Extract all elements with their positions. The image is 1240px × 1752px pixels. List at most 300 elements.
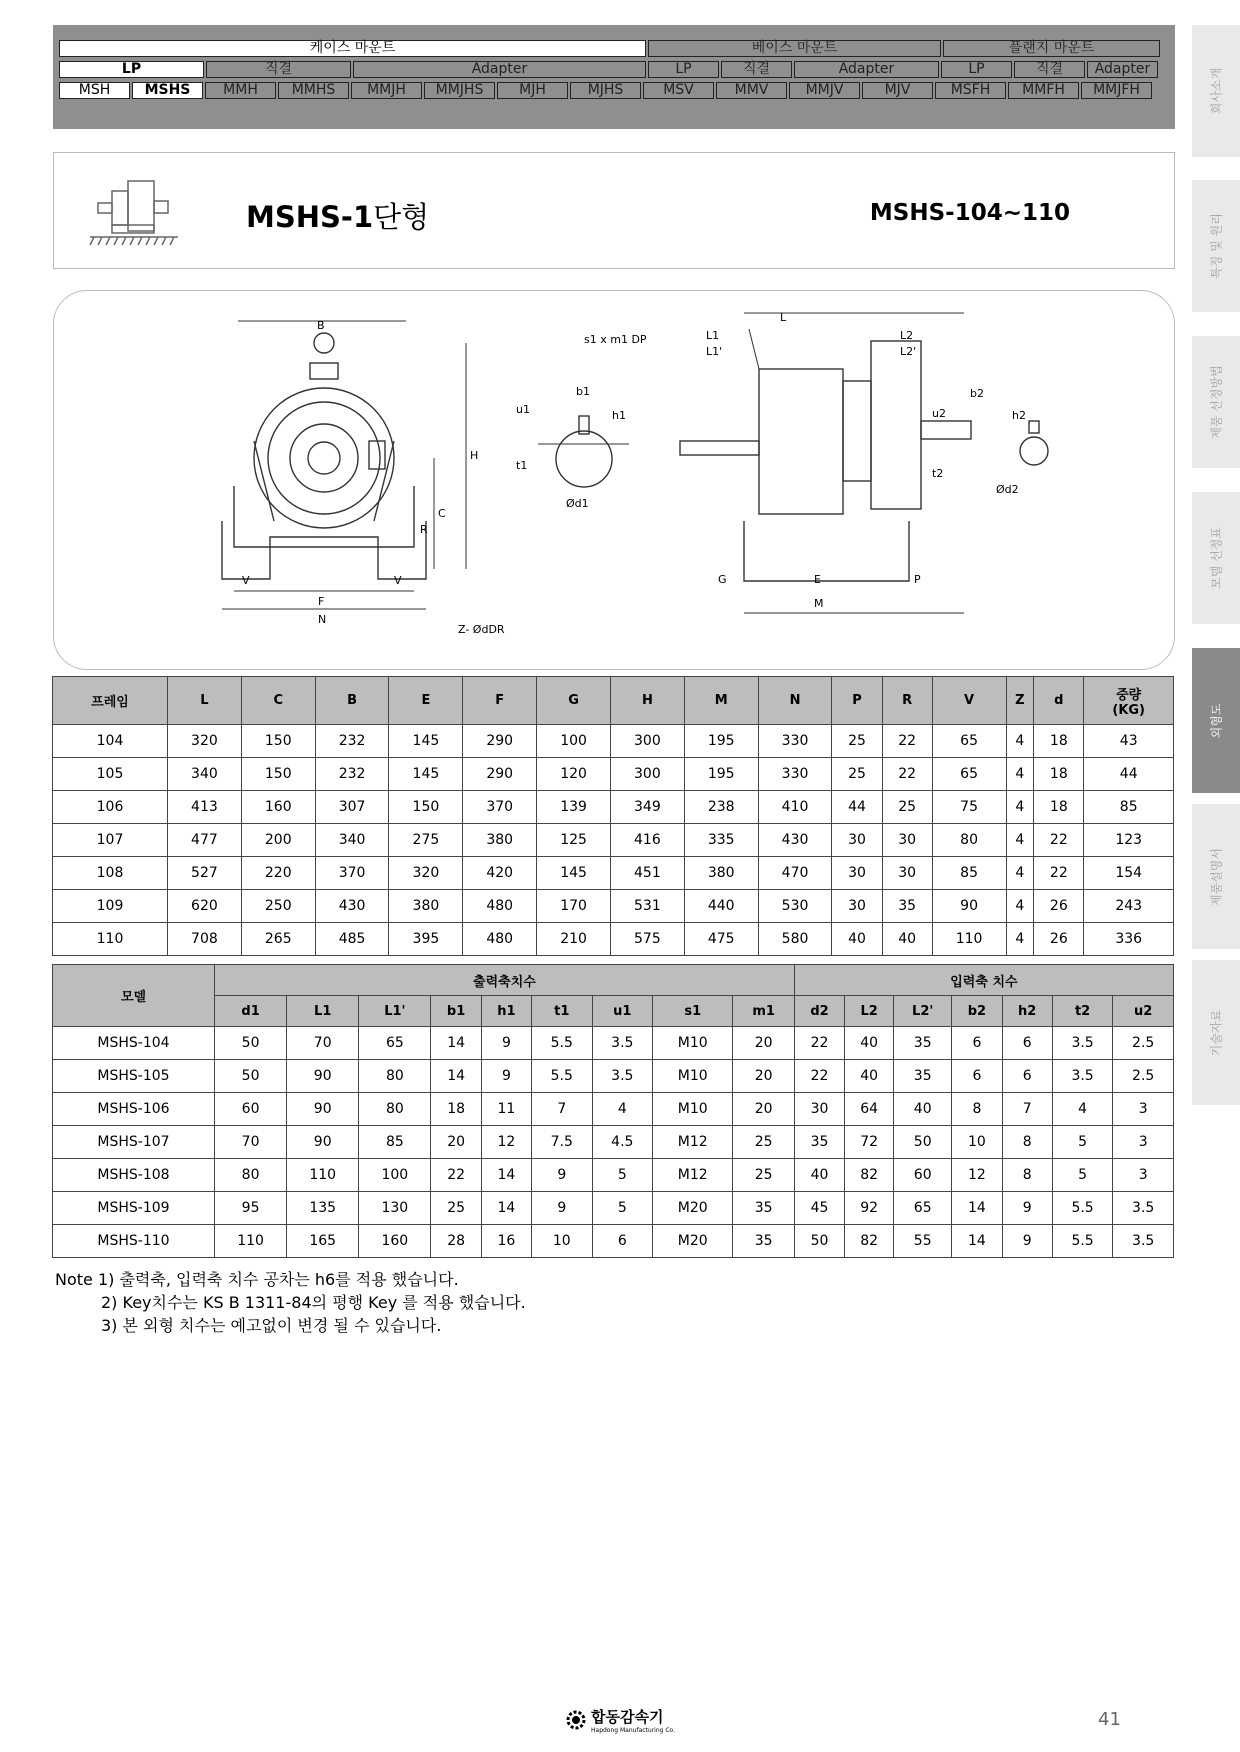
dim-label: Ød2	[996, 483, 1019, 496]
table-cell: 3.5	[1052, 1027, 1113, 1060]
table-cell: 10	[952, 1126, 1002, 1159]
col-header: N	[758, 677, 832, 725]
table-cell: 130	[359, 1192, 431, 1225]
table-cell: 75	[932, 791, 1006, 824]
nav-adapter[interactable]: Adapter	[1087, 61, 1158, 78]
table-row	[53, 1225, 1174, 1258]
table-cell: 380	[463, 824, 537, 857]
table-cell: 320	[168, 725, 242, 758]
dim-label: M	[814, 597, 824, 610]
table-cell: 40	[832, 923, 882, 956]
col-header: L2'	[894, 996, 952, 1027]
table-cell: 80	[932, 824, 1006, 857]
table-cell: 80	[359, 1060, 431, 1093]
table-cell: 44	[1084, 758, 1174, 791]
side-tab[interactable]: 기술자료	[1192, 960, 1240, 1105]
table-cell: 300	[610, 725, 684, 758]
table-cell: 25	[733, 1126, 794, 1159]
table-cell: 25	[832, 725, 882, 758]
table-cell: 14	[952, 1225, 1002, 1258]
table-cell: 4	[1006, 890, 1034, 923]
table-cell: 44	[832, 791, 882, 824]
series-nav	[53, 25, 1175, 129]
nav-case-mount[interactable]: 케이스 마운트	[59, 40, 646, 57]
table-cell: 3.5	[1052, 1060, 1113, 1093]
table-cell: 107	[53, 824, 168, 857]
table-cell: 139	[537, 791, 611, 824]
table-cell: M10	[653, 1060, 733, 1093]
dim-label: F	[318, 595, 325, 608]
nav-model[interactable]: MJHS	[570, 82, 641, 99]
col-header: E	[389, 677, 463, 725]
table-row	[53, 1192, 1174, 1225]
table-cell: MSHS-106	[53, 1093, 215, 1126]
table-cell: 55	[894, 1225, 952, 1258]
table-cell: 35	[882, 890, 932, 923]
table-cell: MSHS-110	[53, 1225, 215, 1258]
table-cell: 410	[758, 791, 832, 824]
side-tab[interactable]: 제품설명서	[1192, 804, 1240, 949]
model-range: MSHS-104~110	[869, 200, 1070, 226]
table-cell: MSHS-107	[53, 1126, 215, 1159]
table-cell: 22	[1034, 824, 1084, 857]
table-cell: 14	[431, 1027, 481, 1060]
table-row	[53, 725, 1174, 758]
col-header: B	[315, 677, 389, 725]
col-header: s1	[653, 996, 733, 1027]
col-model-header: 모델	[53, 965, 215, 1027]
nav-model[interactable]: MMFH	[1008, 82, 1079, 99]
table-cell: M12	[653, 1159, 733, 1192]
dim-label: R	[420, 523, 428, 536]
table-cell: 20	[733, 1027, 794, 1060]
col-header: 프레임	[53, 677, 168, 725]
table-cell: 7.5	[532, 1126, 593, 1159]
table-cell: 6	[1002, 1060, 1052, 1093]
dim-label: L	[780, 311, 787, 324]
table-cell: 14	[481, 1159, 531, 1192]
col-header: G	[537, 677, 611, 725]
table-cell: 4	[592, 1093, 653, 1126]
col-header: V	[932, 677, 1006, 725]
dim-label: V	[394, 574, 402, 587]
table-cell: 5.5	[532, 1027, 593, 1060]
table-cell: 4.5	[592, 1126, 653, 1159]
nav-adapter[interactable]: Adapter	[794, 61, 939, 78]
table-cell: 3	[1113, 1126, 1174, 1159]
col-header: M	[684, 677, 758, 725]
table-cell: 35	[733, 1225, 794, 1258]
table-cell: 349	[610, 791, 684, 824]
table-cell: 160	[241, 791, 315, 824]
table-cell: 90	[287, 1093, 359, 1126]
table-cell: 3.5	[1113, 1225, 1174, 1258]
table-cell: 35	[894, 1027, 952, 1060]
table-cell: 150	[241, 758, 315, 791]
table-cell: 9	[1002, 1192, 1052, 1225]
table-cell: 3	[1113, 1093, 1174, 1126]
nav-lp[interactable]: LP	[648, 61, 719, 78]
table-cell: M20	[653, 1225, 733, 1258]
nav-model[interactable]: MMV	[716, 82, 787, 99]
col-header: R	[882, 677, 932, 725]
table-cell: 6	[592, 1225, 653, 1258]
table-cell: 4	[1006, 758, 1034, 791]
table-cell: 200	[241, 824, 315, 857]
table-cell: 430	[758, 824, 832, 857]
table-cell: 370	[315, 857, 389, 890]
table-cell: 30	[832, 824, 882, 857]
table-cell: 14	[481, 1192, 531, 1225]
table-cell: 3.5	[1113, 1192, 1174, 1225]
table-cell: 45	[794, 1192, 844, 1225]
table-cell: 580	[758, 923, 832, 956]
table-cell: 72	[845, 1126, 894, 1159]
table-cell: 18	[1034, 791, 1084, 824]
col-header: d	[1034, 677, 1084, 725]
dim-label: t1	[516, 459, 528, 472]
table-cell: 26	[1034, 923, 1084, 956]
table-cell: 50	[215, 1060, 287, 1093]
table-cell: 18	[431, 1093, 481, 1126]
table-cell: 300	[610, 758, 684, 791]
gear-unit-icon	[88, 177, 180, 249]
table-cell: 43	[1084, 725, 1174, 758]
drawing-svg	[54, 291, 1174, 669]
table-cell: M10	[653, 1027, 733, 1060]
dim-label: b2	[970, 387, 984, 400]
table-cell: 620	[168, 890, 242, 923]
table-cell: 243	[1084, 890, 1174, 923]
table-cell: 160	[359, 1225, 431, 1258]
table-cell: 380	[684, 857, 758, 890]
table-cell: 5.5	[532, 1060, 593, 1093]
table-cell: 485	[315, 923, 389, 956]
table-cell: 290	[463, 758, 537, 791]
col-header: C	[241, 677, 315, 725]
col-header: t2	[1052, 996, 1113, 1027]
table-cell: 4	[1006, 923, 1034, 956]
table-cell: 50	[215, 1027, 287, 1060]
table-cell: MSHS-108	[53, 1159, 215, 1192]
nav-model[interactable]: MMJV	[789, 82, 860, 99]
table-cell: 18	[1034, 725, 1084, 758]
table-cell: 335	[684, 824, 758, 857]
table-cell: 480	[463, 890, 537, 923]
table-cell: 3	[1113, 1159, 1174, 1192]
nav-model[interactable]: MJH	[497, 82, 568, 99]
table-cell: 135	[287, 1192, 359, 1225]
col-header: d2	[794, 996, 844, 1027]
dim-label: V	[242, 574, 250, 587]
table-cell: 275	[389, 824, 463, 857]
table-cell: 2.5	[1113, 1027, 1174, 1060]
dim-label: h1	[612, 409, 626, 422]
table-cell: 120	[537, 758, 611, 791]
table-cell: 370	[463, 791, 537, 824]
table-cell: 6	[952, 1060, 1002, 1093]
col-header: H	[610, 677, 684, 725]
nav-base-mount[interactable]: 베이스 마운트	[648, 40, 941, 57]
table-cell: 30	[832, 890, 882, 923]
table-cell: 30	[794, 1093, 844, 1126]
col-header: b1	[431, 996, 481, 1027]
table-cell: 14	[431, 1060, 481, 1093]
table-cell: 420	[463, 857, 537, 890]
note-line: 3) 본 외형 치수는 예고없이 변경 될 수 있습니다.	[101, 1316, 442, 1335]
nav-model[interactable]: MSV	[643, 82, 714, 99]
table-cell: 440	[684, 890, 758, 923]
table-cell: 527	[168, 857, 242, 890]
table-cell: 106	[53, 791, 168, 824]
table-cell: 320	[389, 857, 463, 890]
table-cell: 3.5	[592, 1027, 653, 1060]
page-header	[53, 152, 1175, 269]
table-cell: 85	[932, 857, 1006, 890]
table-cell: 145	[389, 758, 463, 791]
table-cell: 7	[532, 1093, 593, 1126]
table-cell: 250	[241, 890, 315, 923]
col-header: L1	[287, 996, 359, 1027]
table-cell: 9	[532, 1192, 593, 1225]
table-row	[53, 1126, 1174, 1159]
dim-label: L1	[706, 329, 720, 342]
nav-model[interactable]: MMJH	[351, 82, 422, 99]
nav-lp[interactable]: LP	[59, 61, 204, 78]
table-cell: 35	[733, 1192, 794, 1225]
nav-direct[interactable]: 직결	[1014, 61, 1085, 78]
table-cell: 170	[537, 890, 611, 923]
table-cell: 25	[882, 791, 932, 824]
table-cell: 4	[1006, 725, 1034, 758]
table-cell: 30	[882, 857, 932, 890]
dim-label: u1	[516, 403, 530, 416]
table-cell: 110	[215, 1225, 287, 1258]
table-cell: 708	[168, 923, 242, 956]
table-cell: 104	[53, 725, 168, 758]
side-tab[interactable]: 회사소개	[1192, 25, 1240, 157]
side-tab[interactable]: 모델 선정표	[1192, 492, 1240, 624]
table-cell: 5.5	[1052, 1192, 1113, 1225]
page-title: MSHS-1단형	[246, 200, 430, 234]
col-header: t1	[532, 996, 593, 1027]
nav-direct[interactable]: 직결	[206, 61, 351, 78]
table-cell: 330	[758, 725, 832, 758]
group-input-shaft: 입력축 치수	[794, 965, 1173, 996]
table-cell: 65	[932, 758, 1006, 791]
table-cell: 480	[463, 923, 537, 956]
table-cell: 5	[592, 1159, 653, 1192]
table-cell: 9	[481, 1060, 531, 1093]
nav-model-active[interactable]: MSHS	[132, 82, 203, 99]
page-number: 41	[1098, 1709, 1121, 1730]
table-cell: 22	[794, 1027, 844, 1060]
table-cell: 50	[894, 1126, 952, 1159]
table-cell: 90	[932, 890, 1006, 923]
table-cell: 22	[431, 1159, 481, 1192]
col-header: L	[168, 677, 242, 725]
table-cell: 9	[481, 1027, 531, 1060]
table-cell: M12	[653, 1126, 733, 1159]
dim-label: u2	[932, 407, 946, 420]
table-cell: 531	[610, 890, 684, 923]
table-cell: 210	[537, 923, 611, 956]
table-cell: 9	[1002, 1225, 1052, 1258]
table-cell: M10	[653, 1093, 733, 1126]
table-cell: 65	[894, 1192, 952, 1225]
table-cell: 290	[463, 725, 537, 758]
nav-model[interactable]: MJV	[862, 82, 933, 99]
table-cell: 3.5	[592, 1060, 653, 1093]
side-tab[interactable]: 특징 및 원리	[1192, 180, 1240, 312]
table-cell: 265	[241, 923, 315, 956]
col-header: h1	[481, 996, 531, 1027]
table-cell: 12	[952, 1159, 1002, 1192]
table-cell: 20	[733, 1093, 794, 1126]
table-cell: 35	[794, 1126, 844, 1159]
dim-label: N	[318, 613, 327, 626]
table-cell: 108	[53, 857, 168, 890]
table-cell: 20	[733, 1060, 794, 1093]
table-cell: 475	[684, 923, 758, 956]
nav-model[interactable]: MSFH	[935, 82, 1006, 99]
table-cell: 40	[882, 923, 932, 956]
table-cell: 220	[241, 857, 315, 890]
col-header: P	[832, 677, 882, 725]
table-cell: M20	[653, 1192, 733, 1225]
table-cell: 30	[832, 857, 882, 890]
table-cell: 80	[359, 1093, 431, 1126]
table-cell: 82	[845, 1159, 894, 1192]
table-cell: 22	[882, 725, 932, 758]
table-cell: 6	[1002, 1027, 1052, 1060]
table-cell: 110	[53, 923, 168, 956]
dim-label: C	[438, 507, 446, 520]
table-cell: 64	[845, 1093, 894, 1126]
table-cell: 14	[952, 1192, 1002, 1225]
table-cell: 109	[53, 890, 168, 923]
table-cell: 11	[481, 1093, 531, 1126]
table-cell: 330	[758, 758, 832, 791]
col-header: m1	[733, 996, 794, 1027]
table-cell: 110	[932, 923, 1006, 956]
table-cell: 70	[287, 1027, 359, 1060]
nav-model[interactable]: MMJHS	[424, 82, 495, 99]
col-header: d1	[215, 996, 287, 1027]
table-cell: MSHS-105	[53, 1060, 215, 1093]
dim-label: Z- ØdDR	[458, 623, 505, 636]
table-cell: 123	[1084, 824, 1174, 857]
col-header: h2	[1002, 996, 1052, 1027]
table-cell: 40	[894, 1093, 952, 1126]
table-cell: 430	[315, 890, 389, 923]
table-cell: 530	[758, 890, 832, 923]
table-cell: 80	[215, 1159, 287, 1192]
note-line: Note 1) 출력축, 입력축 치수 공차는 h6를 적용 했습니다.	[55, 1270, 459, 1289]
dim-label: L2'	[900, 345, 917, 358]
table-cell: 8	[1002, 1126, 1052, 1159]
note-line: 2) Key치수는 KS B 1311-84의 평행 Key 를 적용 했습니다.	[101, 1293, 526, 1312]
table-cell: 5	[1052, 1126, 1113, 1159]
table-cell: 100	[359, 1159, 431, 1192]
logo-text: 합동감속기	[591, 1708, 664, 1726]
table-cell: 60	[894, 1159, 952, 1192]
group-output-shaft: 출력축치수	[215, 965, 795, 996]
table-cell: 4	[1006, 791, 1034, 824]
nav-model[interactable]: MMJFH	[1081, 82, 1152, 99]
table-cell: 380	[389, 890, 463, 923]
dim-label: P	[914, 573, 921, 586]
table-row	[53, 1027, 1174, 1060]
table-cell: 10	[532, 1225, 593, 1258]
table-cell: 16	[481, 1225, 531, 1258]
dim-label: L2	[900, 329, 914, 342]
nav-flange-mount[interactable]: 플랜지 마운트	[943, 40, 1160, 57]
table-cell: 110	[287, 1159, 359, 1192]
table-cell: 70	[215, 1126, 287, 1159]
side-tab-active[interactable]: 외형도	[1192, 648, 1240, 793]
table-cell: 4	[1006, 824, 1034, 857]
table-cell: 154	[1084, 857, 1174, 890]
nav-model[interactable]: MMHS	[278, 82, 349, 99]
col-header: Z	[1006, 677, 1034, 725]
nav-adapter[interactable]: Adapter	[353, 61, 646, 78]
col-header: F	[463, 677, 537, 725]
dim-label: s1 x m1 DP	[584, 333, 647, 346]
table-cell: 22	[882, 758, 932, 791]
frame-dimension-table	[52, 676, 1174, 956]
table-cell: 2.5	[1113, 1060, 1174, 1093]
table-row	[53, 890, 1174, 923]
table-cell: 30	[882, 824, 932, 857]
table-row	[53, 857, 1174, 890]
nav-direct[interactable]: 직결	[721, 61, 792, 78]
nav-model[interactable]: MSH	[59, 82, 130, 99]
table-cell: 40	[845, 1027, 894, 1060]
nav-model[interactable]: MMH	[205, 82, 276, 99]
table-cell: 477	[168, 824, 242, 857]
side-tab[interactable]: 제품 선정방법	[1192, 336, 1240, 468]
table-cell: 8	[1002, 1159, 1052, 1192]
table-cell: 18	[1034, 758, 1084, 791]
table-cell: 125	[537, 824, 611, 857]
table-cell: 25	[733, 1159, 794, 1192]
table-cell: 35	[894, 1060, 952, 1093]
table-cell: 395	[389, 923, 463, 956]
table-cell: 22	[1034, 857, 1084, 890]
nav-lp[interactable]: LP	[941, 61, 1012, 78]
table-cell: 12	[481, 1126, 531, 1159]
dim-label: t2	[932, 467, 944, 480]
table-cell: 4	[1052, 1093, 1113, 1126]
dim-label: h2	[1012, 409, 1026, 422]
table-cell: 65	[359, 1027, 431, 1060]
gear-logo-icon	[565, 1709, 587, 1731]
table-cell: 65	[932, 725, 1006, 758]
table-cell: 470	[758, 857, 832, 890]
dimension-drawing	[53, 290, 1175, 670]
table-cell: 145	[537, 857, 611, 890]
table-cell: 451	[610, 857, 684, 890]
table-cell: 195	[684, 758, 758, 791]
table-cell: 5.5	[1052, 1225, 1113, 1258]
table-cell: 416	[610, 824, 684, 857]
dim-label: G	[718, 573, 727, 586]
table-cell: 150	[389, 791, 463, 824]
table-cell: 90	[287, 1126, 359, 1159]
table-cell: 340	[168, 758, 242, 791]
table-row	[53, 923, 1174, 956]
